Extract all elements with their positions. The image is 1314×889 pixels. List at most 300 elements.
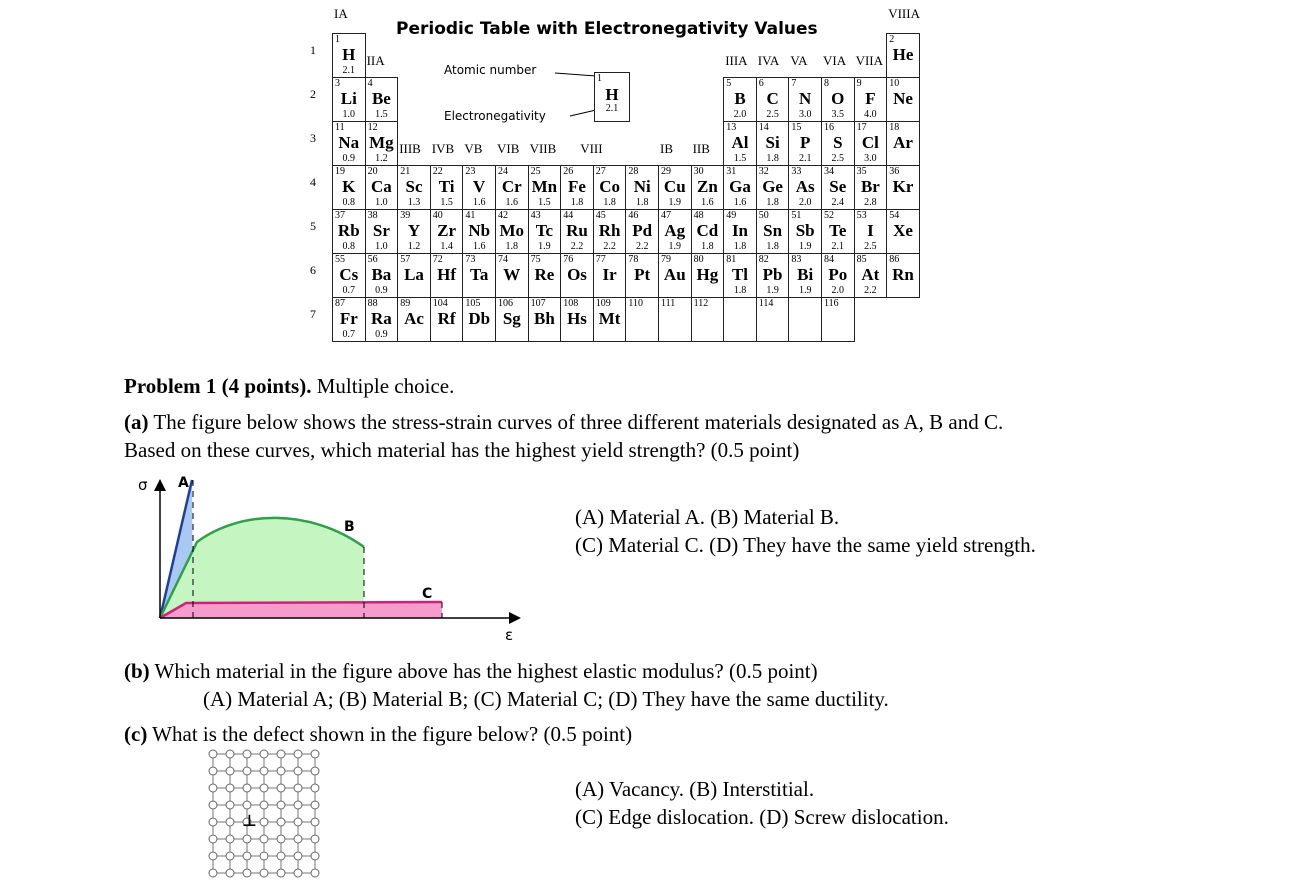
element-number: 104 (432, 298, 448, 309)
question-b-options: (A) Material A; (B) Material B; (C) Material C; (D) They have the same ductility. (203, 687, 889, 711)
element-symbol: Fr (339, 309, 358, 328)
element-number: 52 (824, 210, 834, 221)
element-symbol: Re (534, 265, 555, 284)
element-number: 12 (367, 122, 378, 133)
question-c-label: (c) (124, 722, 148, 746)
element-cell (886, 77, 920, 122)
element-number: 2 (889, 34, 895, 45)
element-electronegativity: 1.8 (635, 197, 649, 208)
element-number: 1 (335, 34, 340, 45)
element-cell (560, 165, 594, 210)
element-symbol: Kr (892, 177, 914, 196)
element-number: 105 (465, 298, 481, 309)
element-cell (756, 209, 790, 254)
period-number: 6 (310, 263, 316, 277)
lattice-atom (209, 852, 217, 860)
element-number: 39 (400, 210, 411, 221)
element-electronegativity: 0.8 (342, 197, 356, 208)
period-number: 2 (310, 87, 316, 101)
element-symbol: Si (765, 133, 780, 152)
element-cell (723, 297, 757, 342)
element-symbol: Zn (696, 177, 718, 196)
element-cell (430, 297, 464, 342)
element-number: 21 (400, 166, 411, 177)
element-cell (332, 209, 366, 254)
element-electronegativity: 1.9 (668, 241, 682, 252)
element-number: 27 (595, 166, 606, 177)
element-number: 57 (400, 254, 411, 265)
lattice-atom (294, 801, 302, 809)
question-c-line (124, 720, 632, 748)
lattice-atom (243, 852, 251, 860)
element-symbol: Sb (795, 221, 815, 240)
element-number: 35 (856, 166, 867, 177)
element-symbol: Se (829, 177, 847, 196)
element-cell (886, 33, 920, 78)
element-cell (625, 165, 659, 210)
element-electronegativity: 2.1 (798, 153, 812, 164)
lattice-atom (277, 801, 285, 809)
element-electronegativity: 1.8 (603, 197, 616, 208)
element-cell (788, 77, 822, 122)
lattice-atom (277, 767, 285, 775)
element-electronegativity: 1.0 (342, 109, 356, 120)
element-cell (365, 165, 399, 210)
element-number: 55 (335, 254, 345, 265)
element-cell (854, 253, 888, 298)
element-electronegativity: 2.1 (342, 65, 356, 76)
element-cell (332, 77, 366, 122)
element-symbol: P (799, 133, 811, 152)
element-symbol: La (404, 265, 424, 284)
element-electronegativity: 2.2 (570, 241, 584, 252)
element-cell (756, 253, 790, 298)
legend-atomic-number-label: Atomic number (444, 63, 537, 77)
element-cell (365, 297, 399, 342)
lattice-atom (243, 801, 251, 809)
lattice-atom (260, 784, 268, 792)
group-label: IIB (692, 141, 710, 156)
element-symbol: Ca (371, 177, 392, 196)
element-number: 10 (889, 78, 900, 89)
element-number: 6 (758, 78, 764, 89)
element-electronegativity: 2.8 (864, 197, 877, 208)
element-cell (658, 297, 692, 342)
element-symbol: Hs (567, 309, 587, 328)
element-cell (854, 165, 888, 210)
element-electronegativity: 1.0 (375, 197, 388, 208)
question-a-text1: The figure below shows the stress-strain curves of three different materials designated as A, B and C. (148, 410, 1004, 434)
lattice-atom (277, 818, 285, 826)
element-cell (397, 165, 431, 210)
group-label: VB (464, 141, 483, 156)
y-axis-symbol: σ (138, 476, 148, 494)
legend-example-en: 2.1 (605, 103, 619, 114)
element-number: 111 (661, 298, 676, 309)
lattice-atom (311, 818, 319, 826)
element-number: 88 (367, 298, 378, 309)
lattice-atom (209, 801, 217, 809)
element-cell (854, 209, 888, 254)
lattice-atom (209, 767, 217, 775)
element-electronegativity: 3.0 (864, 153, 877, 164)
element-cell (462, 297, 496, 342)
element-number: 19 (335, 166, 345, 177)
element-electronegativity: 0.9 (342, 153, 356, 164)
element-cell (332, 121, 366, 166)
element-symbol: Au (663, 265, 686, 284)
element-electronegativity: 1.3 (407, 197, 421, 208)
element-cell (723, 77, 757, 122)
element-symbol: Fe (568, 177, 586, 196)
element-number: 31 (726, 166, 737, 177)
element-cell (854, 121, 888, 166)
element-cell (658, 165, 692, 210)
element-number: 81 (726, 254, 737, 265)
problem-heading (124, 372, 454, 400)
element-cell (332, 165, 366, 210)
element-electronegativity: 0.8 (342, 241, 356, 252)
element-number: 54 (889, 210, 900, 221)
group-label: IVB (431, 141, 455, 156)
element-number: 84 (824, 254, 834, 265)
lattice-atom (226, 818, 234, 826)
lattice-atom (243, 767, 251, 775)
lattice-atom (311, 784, 319, 792)
element-cell (625, 253, 659, 298)
element-electronegativity: 1.8 (733, 241, 747, 252)
element-symbol: Cs (339, 265, 359, 284)
group-label: IIIA (725, 53, 748, 68)
element-cell (560, 209, 594, 254)
group-label: IVA (757, 53, 780, 68)
question-a-label: (a) (124, 410, 149, 434)
element-cell (691, 165, 725, 210)
element-number: 85 (856, 254, 867, 265)
lattice-atom (294, 852, 302, 860)
element-symbol: Tc (535, 221, 554, 240)
element-cell (462, 165, 496, 210)
curve-c-label: C (422, 586, 433, 602)
element-symbol: Rb (337, 221, 360, 240)
question-b-label: (b) (124, 659, 150, 683)
element-symbol: V (473, 177, 486, 196)
period-number: 7 (310, 307, 316, 321)
period-number: 1 (310, 43, 316, 57)
element-number: 5 (726, 78, 732, 89)
element-symbol: Br (860, 177, 880, 196)
element-number: 9 (856, 78, 862, 89)
element-cell (495, 253, 529, 298)
element-number: 46 (628, 210, 639, 221)
element-symbol: Pb (762, 265, 783, 284)
lattice-atom (294, 784, 302, 792)
element-cell (756, 165, 790, 210)
element-symbol: Be (371, 89, 391, 108)
element-electronegativity: 1.6 (472, 197, 486, 208)
element-number: 8 (824, 78, 829, 89)
element-cell (462, 209, 496, 254)
element-symbol: Y (407, 221, 421, 240)
element-electronegativity: 2.0 (798, 197, 812, 208)
group-label: VA (790, 53, 808, 68)
lattice-atom (243, 750, 251, 758)
element-electronegativity: 2.5 (766, 109, 779, 120)
element-symbol: Na (338, 133, 360, 152)
element-cell (528, 297, 562, 342)
question-a-options-line2: (C) Material C. (D) They have the same yield strength. (575, 533, 1036, 557)
legend-example-cell (594, 72, 630, 122)
element-symbol: Rn (892, 265, 914, 284)
lattice-atom (209, 750, 217, 758)
element-number: 78 (628, 254, 639, 265)
element-number: 47 (661, 210, 671, 221)
legend-electronegativity-label: Electronegativity (444, 109, 546, 123)
element-cell (886, 165, 920, 210)
element-cell (397, 209, 431, 254)
element-cell (691, 297, 725, 342)
element-symbol: Ac (404, 309, 424, 328)
element-cell (495, 165, 529, 210)
curve-c-area (160, 602, 442, 618)
group-label: VIIB (529, 141, 557, 156)
element-number: 24 (498, 166, 508, 177)
element-electronegativity: 2.2 (603, 241, 616, 252)
element-number: 20 (367, 166, 378, 177)
lattice-atom (260, 852, 268, 860)
element-symbol: Co (599, 177, 620, 196)
curve-b-label: B (344, 519, 355, 535)
element-symbol: C (766, 89, 779, 108)
element-number: 38 (367, 210, 378, 221)
element-symbol: Tl (731, 265, 749, 284)
group-label: IIIB (399, 141, 421, 156)
element-cell (528, 209, 562, 254)
group-label: IIA (366, 53, 385, 68)
element-number: 26 (563, 166, 574, 177)
element-symbol: Nb (468, 221, 491, 240)
element-cell (886, 253, 920, 298)
element-electronegativity: 1.5 (733, 153, 747, 164)
element-cell (658, 209, 692, 254)
element-number: 41 (465, 210, 476, 221)
element-symbol: Sc (405, 177, 423, 196)
lattice-atom (260, 801, 268, 809)
legend-example-symbol: H (605, 85, 619, 104)
element-number: 40 (432, 210, 443, 221)
element-cell (788, 253, 822, 298)
element-symbol: Db (468, 309, 491, 328)
element-electronegativity: 2.4 (831, 197, 845, 208)
group-label: VIIA (855, 53, 884, 68)
element-symbol: Te (829, 221, 847, 240)
problem-heading-rest: Multiple choice. (311, 374, 455, 398)
question-b-line (124, 657, 818, 685)
lattice-atom (260, 835, 268, 843)
element-symbol: Rh (598, 221, 621, 240)
element-symbol: N (799, 89, 812, 108)
group-label: VIII (580, 141, 603, 156)
element-symbol: Os (567, 265, 587, 284)
element-symbol: I (867, 221, 874, 240)
element-symbol: H (342, 45, 356, 64)
element-number: 53 (856, 210, 867, 221)
element-symbol: Zr (437, 221, 457, 240)
element-cell (821, 165, 855, 210)
lattice-atom (209, 869, 217, 877)
element-symbol: Ru (566, 221, 588, 240)
element-number: 25 (530, 166, 541, 177)
element-number: 77 (595, 254, 606, 265)
element-electronegativity: 1.9 (538, 241, 551, 252)
element-electronegativity: 1.9 (798, 241, 812, 252)
element-symbol: Bi (797, 265, 814, 284)
element-number: 76 (563, 254, 574, 265)
lattice-atom (277, 869, 285, 877)
lattice-atom (209, 784, 217, 792)
element-cell (756, 297, 790, 342)
element-symbol: Ar (893, 133, 913, 152)
lattice-atom (294, 750, 302, 758)
element-symbol: Sg (502, 309, 521, 328)
element-symbol: Ba (371, 265, 392, 284)
curve-a-label: A (178, 475, 189, 491)
element-cell (821, 297, 855, 342)
element-electronegativity: 2.2 (864, 285, 877, 296)
element-symbol: Po (828, 265, 848, 284)
lattice-atom (260, 818, 268, 826)
element-symbol: Ag (664, 221, 686, 240)
element-electronegativity: 1.8 (505, 241, 519, 252)
element-number: 87 (335, 298, 345, 309)
element-number: 106 (498, 298, 513, 309)
element-number: 107 (530, 298, 546, 309)
element-symbol: O (831, 89, 845, 108)
element-symbol: Mn (531, 177, 558, 196)
lattice-atom (243, 784, 251, 792)
element-cell (854, 77, 888, 122)
edge-dislocation-symbol: ⊥ (242, 811, 257, 830)
element-number: 14 (758, 122, 769, 133)
element-number: 17 (856, 122, 867, 133)
element-number: 3 (335, 78, 340, 89)
element-number: 13 (726, 122, 737, 133)
element-electronegativity: 1.6 (733, 197, 747, 208)
element-electronegativity: 3.5 (831, 109, 845, 120)
element-electronegativity: 1.2 (375, 153, 388, 164)
element-number: 49 (726, 210, 737, 221)
element-symbol: Ti (438, 177, 455, 196)
element-cell (691, 209, 725, 254)
element-electronegativity: 1.8 (766, 241, 779, 252)
group-label: VIA (823, 53, 847, 68)
element-cell (332, 253, 366, 298)
lattice-atom (243, 835, 251, 843)
element-cell (723, 121, 757, 166)
element-number: 114 (758, 298, 774, 309)
element-number: 108 (563, 298, 579, 309)
element-cell (593, 209, 627, 254)
element-electronegativity: 1.8 (733, 285, 747, 296)
element-number: 74 (498, 254, 508, 265)
lattice-atom (226, 801, 234, 809)
element-symbol: Ta (470, 265, 489, 284)
element-cell (495, 209, 529, 254)
element-number: 42 (498, 210, 508, 221)
element-cell (821, 121, 855, 166)
element-symbol: F (865, 89, 876, 108)
element-cell (788, 297, 822, 342)
element-symbol: Mt (598, 309, 621, 328)
lattice-atom (226, 869, 234, 877)
element-number: 32 (758, 166, 769, 177)
element-number: 48 (693, 210, 704, 221)
element-number: 30 (693, 166, 704, 177)
element-number: 22 (432, 166, 443, 177)
lattice-atom (294, 767, 302, 775)
element-number: 51 (791, 210, 802, 221)
question-a-line2: Based on these curves, which material has the highest yield strength? (0.5 point) (124, 438, 800, 462)
element-electronegativity: 1.4 (440, 241, 453, 252)
element-number: 16 (824, 122, 834, 133)
stress-strain-figure (130, 470, 530, 645)
element-cell (365, 209, 399, 254)
element-symbol: Pd (632, 221, 653, 240)
element-symbol: Ne (893, 89, 913, 108)
element-symbol: In (731, 221, 749, 240)
element-number: 80 (693, 254, 704, 265)
element-electronegativity: 2.5 (864, 241, 877, 252)
element-electronegativity: 2.5 (831, 153, 845, 164)
element-electronegativity: 1.6 (505, 197, 519, 208)
element-symbol: As (795, 177, 815, 196)
element-electronegativity: 1.5 (538, 197, 551, 208)
element-number: 109 (595, 298, 611, 309)
element-number: 33 (791, 166, 802, 177)
element-number: 23 (465, 166, 476, 177)
element-number: 79 (661, 254, 671, 265)
element-cell (756, 121, 790, 166)
element-number: 89 (400, 298, 411, 309)
element-electronegativity: 0.7 (342, 285, 356, 296)
element-number: 112 (693, 298, 709, 309)
lattice-atom (226, 852, 234, 860)
lattice-atom (277, 784, 285, 792)
element-cell (528, 165, 562, 210)
element-symbol: He (892, 45, 914, 64)
element-electronegativity: 1.0 (375, 241, 388, 252)
element-cell (332, 297, 366, 342)
element-symbol: Cu (663, 177, 686, 196)
element-cell (430, 209, 464, 254)
element-symbol: Li (340, 89, 357, 108)
element-cell (593, 297, 627, 342)
question-a-options-line1: (A) Material A. (B) Material B. (575, 505, 840, 529)
element-symbol: S (833, 133, 843, 152)
element-electronegativity: 2.1 (831, 241, 845, 252)
element-cell (332, 33, 366, 78)
element-cell (788, 209, 822, 254)
element-cell (560, 253, 594, 298)
element-symbol: Ni (633, 177, 651, 196)
element-number: 56 (367, 254, 378, 265)
element-cell (723, 209, 757, 254)
element-cell (593, 165, 627, 210)
lattice-atom (277, 835, 285, 843)
element-symbol: Mg (369, 133, 394, 152)
element-cell (365, 77, 399, 122)
element-electronegativity: 0.9 (375, 285, 388, 296)
